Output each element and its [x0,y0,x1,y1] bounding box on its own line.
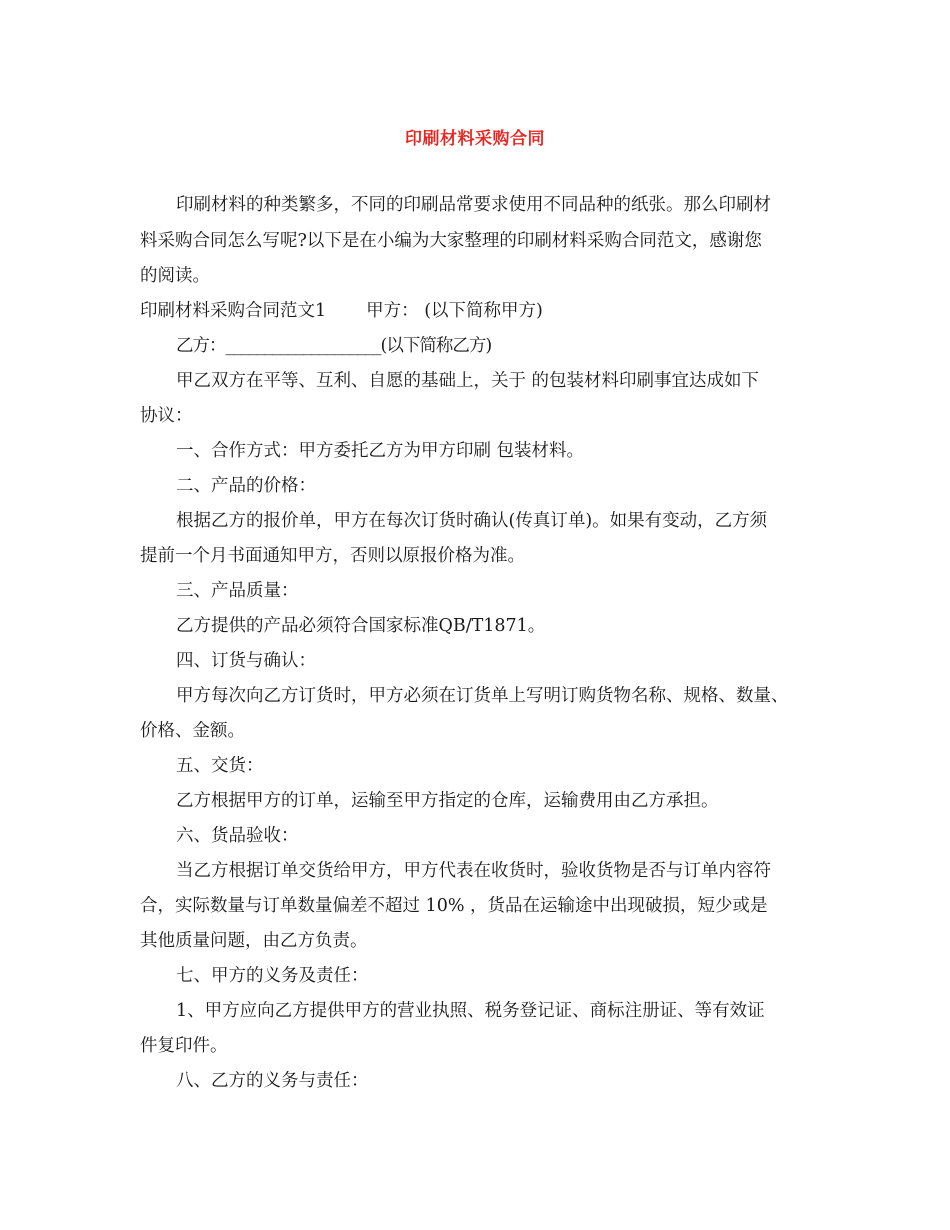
paragraph-line: 合，实际数量与订单数量偏差不超过 10% ，货品在运输途中出现破损，短少或是 [140,896,768,916]
section-heading: 六、货品验收： [176,826,299,846]
paragraph-line: 乙方提供的产品必须符合国家标准QB/T1871。 [176,616,546,636]
section-heading: 七、甲方的义务及责任： [176,966,369,986]
paragraph-line: 提前一个月书面通知甲方，否则以原报价格为准。 [140,546,525,566]
section-heading: 五、交货： [176,756,264,776]
paragraph-line: 的阅读。 [140,266,210,286]
paragraph-line: 甲方每次向乙方订货时，甲方必须在订货单上写明订购货物名称、规格、数量、 [176,686,789,706]
paragraph-line: 其他质量问题，由乙方负责。 [140,931,368,951]
paragraph-line: 甲乙双方在平等、互利、自愿的基础上，关于 的包装材料印刷事宜达成如下 [176,371,760,391]
paragraph-line: 1、甲方应向乙方提供甲方的营业执照、税务登记证、商标注册证、等有效证 [176,1001,765,1021]
sample-heading: 印刷材料采购合同范文1 [140,301,327,321]
section-heading: 二、产品的价格： [176,476,316,496]
paragraph-line: 乙方根据甲方的订单，运输至甲方指定的仓库，运输费用由乙方承担。 [176,791,719,811]
section-heading: 四、订货与确认： [176,651,316,671]
paragraph-line: 料采购合同怎么写呢?以下是在小编为大家整理的印刷材料采购合同范文，感谢您 [140,231,762,251]
paragraph-line: 件复印件。 [140,1036,228,1056]
section-heading: 三、产品质量： [176,581,299,601]
section-heading: 八、乙方的义务与责任： [176,1071,369,1091]
section-heading: 一、合作方式：甲方委托乙方为甲方印刷 包装材料。 [176,441,585,461]
paragraph-line: 印刷材料的种类繁多，不同的印刷品常要求使用不同品种的纸张。那么印刷材 [176,195,771,215]
party-a-text: 甲方： (以下简称甲方) [366,301,543,321]
paragraph-line: 当乙方根据订单交货给甲方，甲方代表在收货时，验收货物是否与订单内容符 [176,861,771,881]
paragraph-line: 价格、金额。 [140,721,245,741]
paragraph-line: 根据乙方的报价单，甲方在每次订货时确认(传真订单)。如果有变动，乙方须 [176,511,768,531]
document-title: 印刷材料采购合同 [405,129,545,149]
party-a-line [140,299,543,323]
party-b-line: 乙方：____________________(以下简称乙方) [176,336,492,356]
paragraph-line: 协议： [140,406,193,426]
